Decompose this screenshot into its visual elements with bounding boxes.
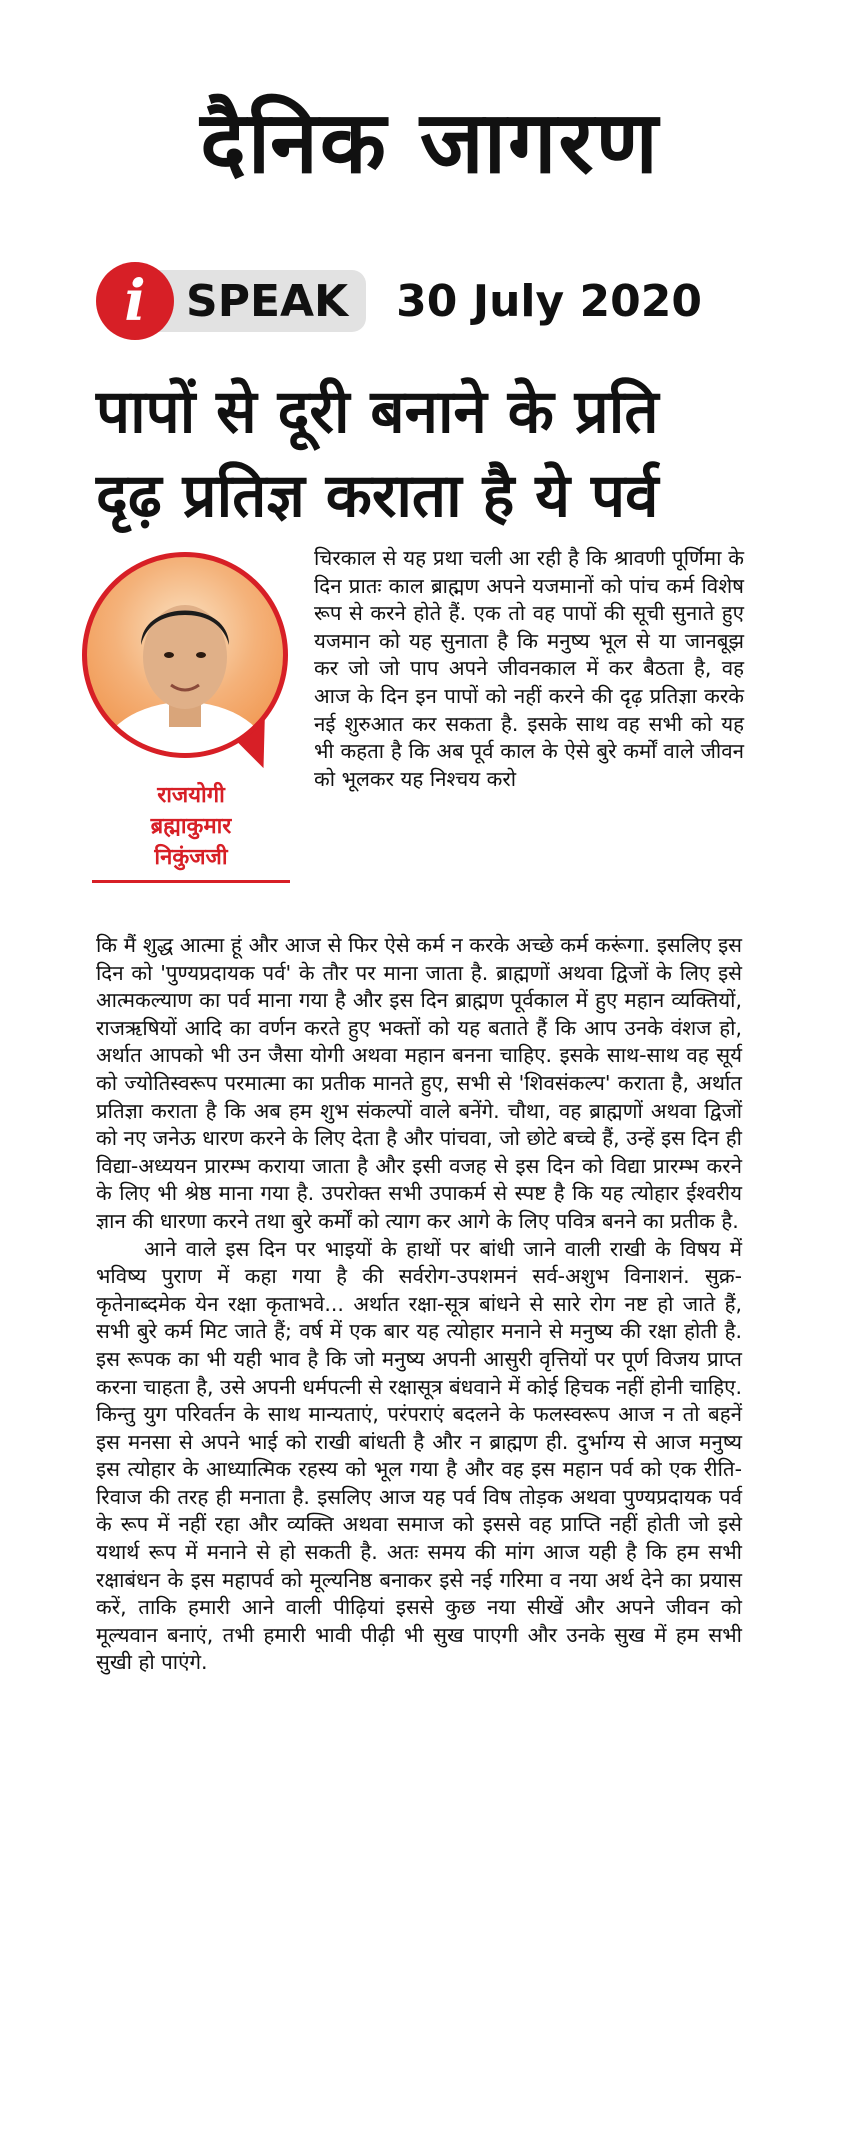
author-name: निकुंजजी: [154, 845, 228, 870]
ispeak-logo-icon: i: [96, 262, 174, 340]
article-paragraph: आने वाले इस दिन पर भाइयों के हाथों पर बांधी जाने वाली राखी के विषय में भविष्य पुराण में कहा गया है की सर्वरोग-उपशमनं सर्व-अशुभ विनाशनं. सुक्र-कृतेनाब्दमेक येन रक्षा कृताभवे... अर्थात रक्षा-सूत्र बांधने से सारे रोग नष्ट हो जाते हैं, सभी बुरे कर्म मिट जाते हैं; वर्ष में एक बार यह त्योहार मनाने से मनुष्य की रक्षा होती है. इस रूपक का भी यही भाव है कि जो मनुष्य अपनी आसुरी वृत्तियों पर पूर्ण विजय प्राप्त करना चाहता है, उसे अपनी धर्मपत्नी से रक्षासूत्र बंधवाने में कोई हिचक नहीं होनी चाहिए. किन्तु युग परिवर्तन के साथ मान्यताएं, परंपराएं बदलने के फलस्वरूप आज न तो बहनें इस मनसा से अपने भाई को राखी बांधती है और न ब्राह्मण ही. दुर्भाग्य से आज मनुष्य इस त्योहार के आध्यात्मिक रहस्य को भूल गया है और वह इस महान पर्व को एक रीति-रिवाज की तरह ही मनाता है. इसलिए आज यह पर्व विष तोड़क अथवा पुण्यप्रदायक पर्व के रूप में नहीं रहा और व्यक्ति अथवा समाज को इससे वह प्राप्ति नहीं होती जो इसे यथार्थ रूप में मनाने से हो सकती है. अतः समय की मांग आज यही है कि हम सभी रक्षाबंधन के इस महापर्व को मूल्यनिष्ठ बनाकर इसे नई गरिमा व नया अर्थ देने का प्रयास करें, ताकि हमारी आने वाली पीढ़ियां इससे कुछ नया सीखें और अपने जीवन को मूल्यवान बनाएं, तभी हमारी भावी पीढ़ी भी सुख पाएगी और उनके सुख में हम सभी सुखी हो पाएंगे.: [96, 1236, 742, 1675]
article-intro-column: [314, 545, 744, 793]
article-body: [96, 932, 742, 1677]
headline-line-1: पापों से दूरी बनाने के प्रति: [96, 377, 659, 447]
author-byline: [92, 780, 290, 873]
author-photo: [82, 552, 292, 762]
headline-line-2: दृढ़ प्रतिज्ञ कराता है ये पर्व: [96, 461, 659, 531]
ispeak-banner: [96, 262, 702, 340]
ispeak-label: SPEAK: [152, 270, 366, 332]
author-title: राजयोगी: [157, 783, 225, 808]
author-affiliation: ब्रह्माकुमार: [150, 814, 232, 839]
author-divider: [92, 880, 290, 883]
author-portrait-icon: [82, 552, 288, 758]
article-headline: [96, 370, 796, 538]
publication-date: 30 July 2020: [396, 275, 702, 327]
article-intro-text: चिरकाल से यह प्रथा चली आ रही है कि श्रावणी पूर्णिमा के दिन प्रातः काल ब्राह्मण अपने यजमानों को पांच कर्म विशेष रूप से करने होते हैं. एक तो वह पापों की सूची सुनाते हुए यजमान को यह सुनाता है कि मनुष्य भूल से या जानबूझ कर जो जो पाप अपने जीवनकाल में कर बैठता है, वह आज के दिन इन पापों को नहीं करने की दृढ़ प्रतिज्ञा करके नई शुरुआत कर सकता है. इसके साथ वह सभी को यह भी कहता है कि अब पूर्व काल के ऐसे बुरे कर्मों वाले जीवन को भूलकर यह निश्चय करो: [314, 546, 744, 791]
newspaper-masthead: दैनिक जागरण: [200, 93, 660, 193]
article-paragraph: कि मैं शुद्ध आत्मा हूं और आज से फिर ऐसे कर्म न करके अच्छे कर्म करूंगा. इसलिए इस दिन को 'पुण्यप्रदायक पर्व' के तौर पर माना जाता है. ब्राह्मणों अथवा द्विजों के लिए इसे आत्मकल्याण का पर्व माना गया है और इस दिन ब्राह्मण पूर्वकाल में हुए महान व्यक्तियों, राजऋषियों आदि का वर्णन करते हुए भक्तों को यह बताते हैं कि आप उनके वंशज हो, अर्थात आपको भी उन जैसा योगी अथवा महान बनना चाहिए. इसके साथ-साथ वह सूर्य को ज्योतिस्वरूप परमात्मा का प्रतीक मानते हुए, सभी से 'शिवसंकल्प' कराता है, अर्थात प्रतिज्ञा कराता है कि अब हम शुभ संकल्पों वाले बनेंगे. चौथा, वह ब्राह्मणों अथवा द्विजों को नए जनेऊ धारण करने के लिए देता है और पांचवा, जो छोटे बच्चे हैं, उन्हें इस दिन ही विद्या-अध्ययन प्रारम्भ कराया जाता है और इसी वजह से इस दिन को विद्या प्रारम्भ करने के लिए भी श्रेष्ठ माना गया है. उपरोक्त सभी उपाकर्म से स्पष्ट है कि यह त्योहार ईश्वरीय ज्ञान की धारणा करने तथा बुरे कर्मों को त्याग कर आगे के लिए पवित्र बनने का प्रतीक है.: [96, 933, 742, 1233]
